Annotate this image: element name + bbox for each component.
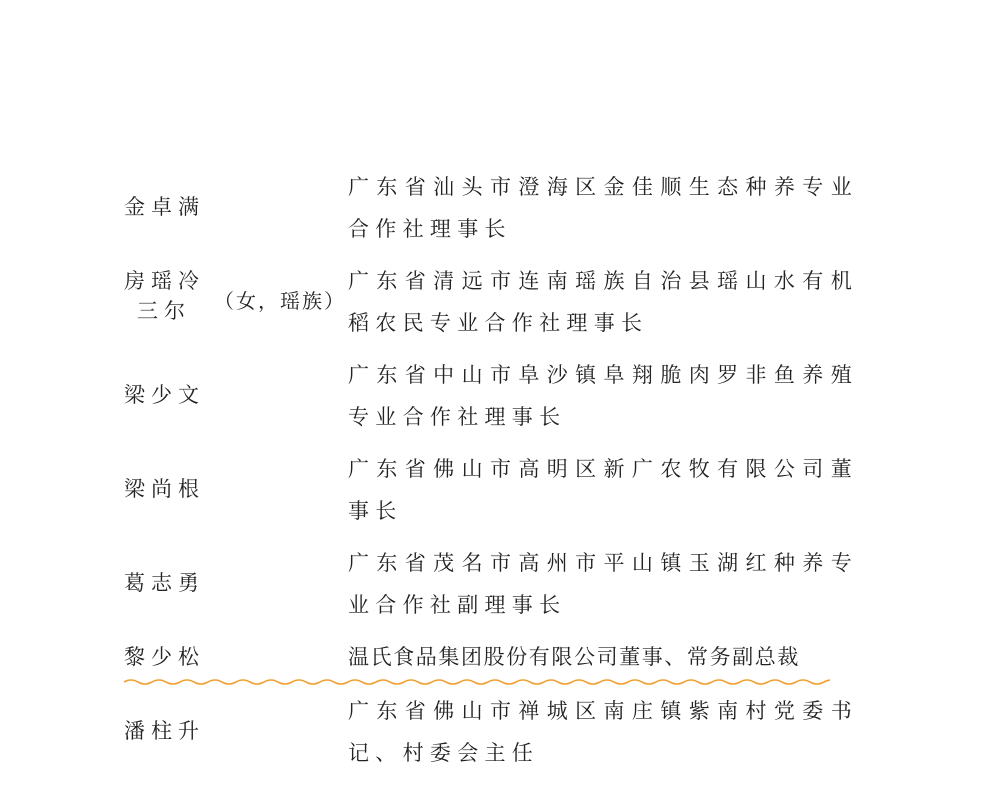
person-name: 葛志勇 bbox=[124, 571, 205, 595]
person-description: 广东省佛山市禅城区南庄镇紫南村党委书记、村委会主任 bbox=[348, 699, 858, 765]
wavy-underline bbox=[124, 672, 830, 692]
person-name: 潘柱升 bbox=[124, 719, 205, 743]
person-name bbox=[124, 266, 205, 326]
person-note: （女，瑶族） bbox=[214, 289, 346, 313]
person-name: 梁尚根 bbox=[124, 477, 205, 501]
person-description: 温氏食品集团股份有限公司董事、常务副总裁 bbox=[348, 645, 800, 669]
person-name-line1: 房瑶冷 bbox=[124, 269, 205, 293]
person-name: 金卓满 bbox=[124, 195, 205, 219]
person-description: 广东省茂名市高州市平山镇玉湖红种养专业合作社副理事长 bbox=[348, 551, 858, 617]
person-name-line2: 三尔 bbox=[137, 299, 191, 323]
person-description: 广东省清远市连南瑶族自治县瑶山水有机稻农民专业合作社理事长 bbox=[348, 269, 858, 335]
person-description: 广东省中山市阜沙镇阜翔脆肉罗非鱼养殖专业合作社理事长 bbox=[348, 363, 858, 429]
person-description: 广东省佛山市高明区新广农牧有限公司董事长 bbox=[348, 457, 858, 523]
person-name: 梁少文 bbox=[124, 383, 205, 407]
person-name: 黎少松 bbox=[124, 645, 205, 669]
person-description: 广东省汕头市澄海区金佳顺生态种养专业合作社理事长 bbox=[348, 175, 858, 241]
